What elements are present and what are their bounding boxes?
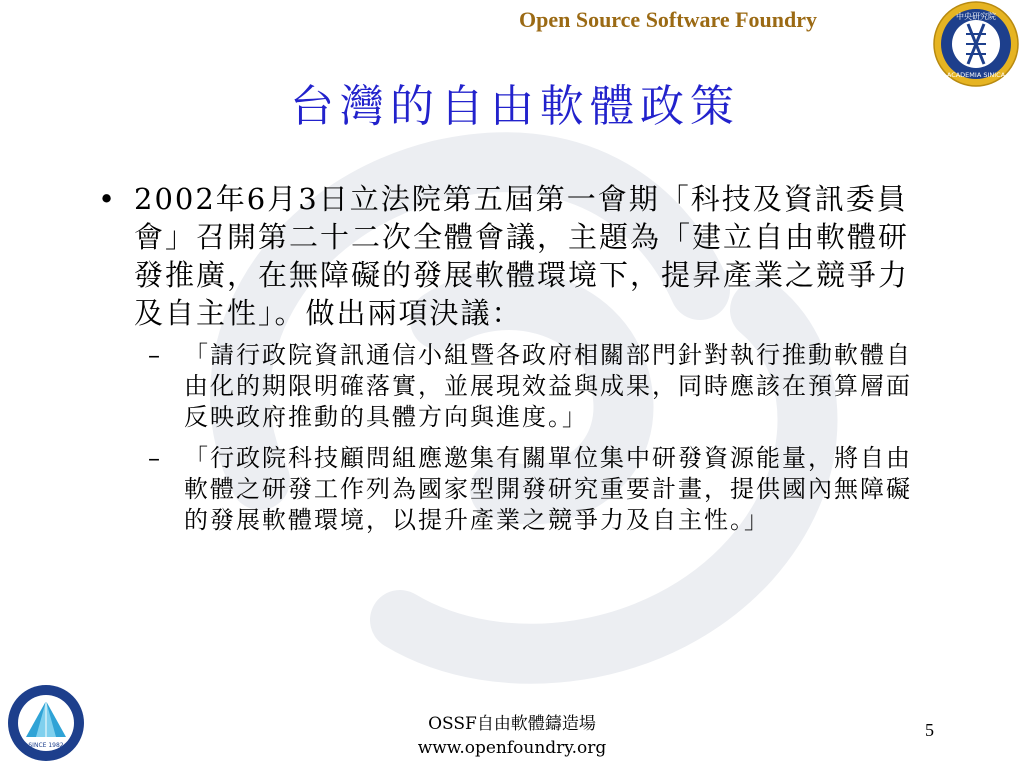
dash-marker: – <box>148 341 162 369</box>
iis-logo-icon <box>6 683 86 763</box>
dash-marker: – <box>148 444 162 472</box>
organization-name: Open Source Software Foundry <box>518 7 818 32</box>
slide-title: 台灣的自由軟體政策 <box>290 81 740 132</box>
footer-title: OSSF自由軟體鑄造場 <box>428 714 596 734</box>
svg-text:ACADEMIA SINICA: ACADEMIA SINICA <box>946 71 1006 79</box>
page-number: 5 <box>925 720 934 740</box>
svg-text:SINCE 1982: SINCE 1982 <box>28 742 64 749</box>
footer-url: www.openfoundry.org <box>417 738 607 758</box>
resolution-item-2 <box>96 443 936 536</box>
resolution-text: 「行政院科技顧問組應邀集有關單位集中研發資源能量，將自由軟體之研發工作列為國家型開發研究重要計畫，提供國內無障礙的發展軟體環境，以提升產業之競爭力及自主性。」 <box>184 444 912 534</box>
svg-text:中央研究院: 中央研究院 <box>956 12 996 21</box>
academia-sinica-seal-icon <box>932 0 1020 88</box>
main-bullet <box>96 180 936 332</box>
main-bullet-text: 2002年6月3日立法院第五屆第一會期「科技及資訊委員會」召開第二十二次全體會議，主題為「建立自由軟體研發推廣，在無障礙的發展軟體環境下，提昇產業之競爭力及自主性」。做出兩項決議： <box>134 182 910 330</box>
bullet-marker: • <box>98 182 118 216</box>
resolution-item-1 <box>96 340 936 433</box>
slide-body <box>96 180 936 546</box>
resolution-list <box>96 340 936 536</box>
footer <box>380 712 644 760</box>
resolution-text: 「請行政院資訊通信小組暨各政府相關部門針對執行推動軟體自由化的期限明確落實，並展現效益與成果，同時應該在預算層面反映政府推動的具體方向與進度。」 <box>184 341 912 431</box>
